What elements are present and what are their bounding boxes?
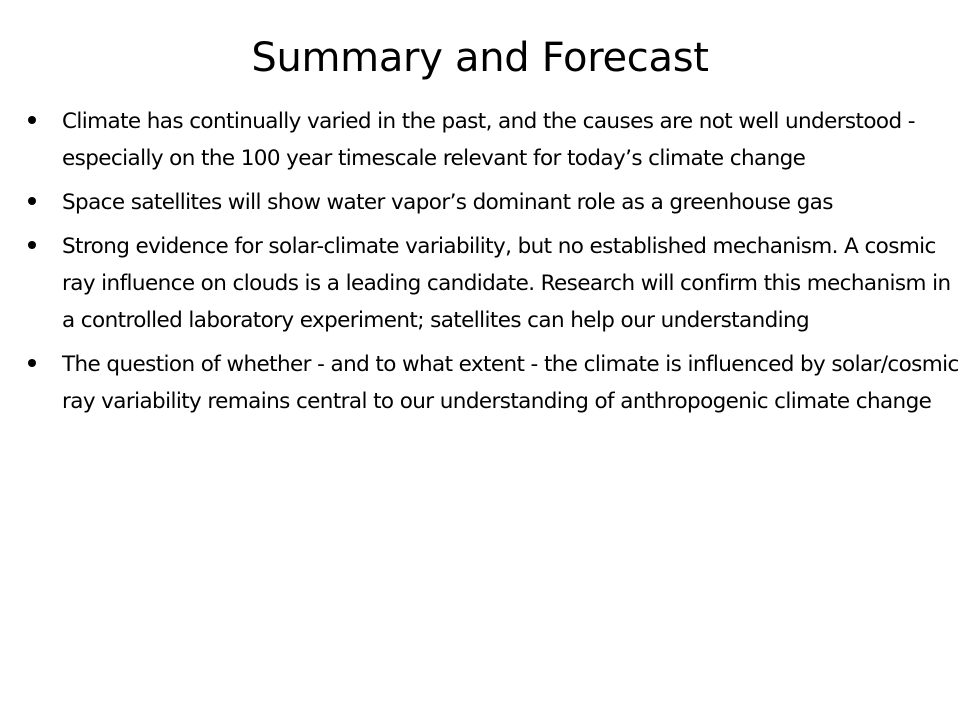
bullet-text: Space satellites will show water vapor’s dominant role as a greenhouse gas bbox=[62, 190, 833, 215]
bullet-item bbox=[28, 228, 960, 339]
bullet-dot-icon bbox=[28, 116, 36, 124]
bullet-dot-icon bbox=[28, 241, 36, 249]
bullet-text: Strong evidence for solar-climate variability, but no established mechanism. A cosmic ray influence on clouds is a leading candidate. Research will confirm this mechanism in a controlled laboratory experiment; satellites can help our understanding bbox=[62, 234, 951, 333]
bullet-text: The question of whether - and to what extent - the climate is influenced by solar/cosmic ray variability remains central to our understanding of anthropogenic climate change bbox=[62, 352, 959, 414]
bullet-dot-icon bbox=[28, 197, 36, 205]
bullet-dot-icon bbox=[28, 359, 36, 367]
bullet-text: Climate has continually varied in the past, and the causes are not well understood - especially on the 100 year timescale relevant for today’s climate change bbox=[62, 109, 915, 171]
bullet-item bbox=[28, 346, 960, 420]
bullet-item bbox=[28, 184, 960, 221]
bullet-list bbox=[28, 103, 960, 427]
bullet-item bbox=[28, 103, 960, 177]
slide-title: Summary and Forecast bbox=[251, 35, 709, 81]
